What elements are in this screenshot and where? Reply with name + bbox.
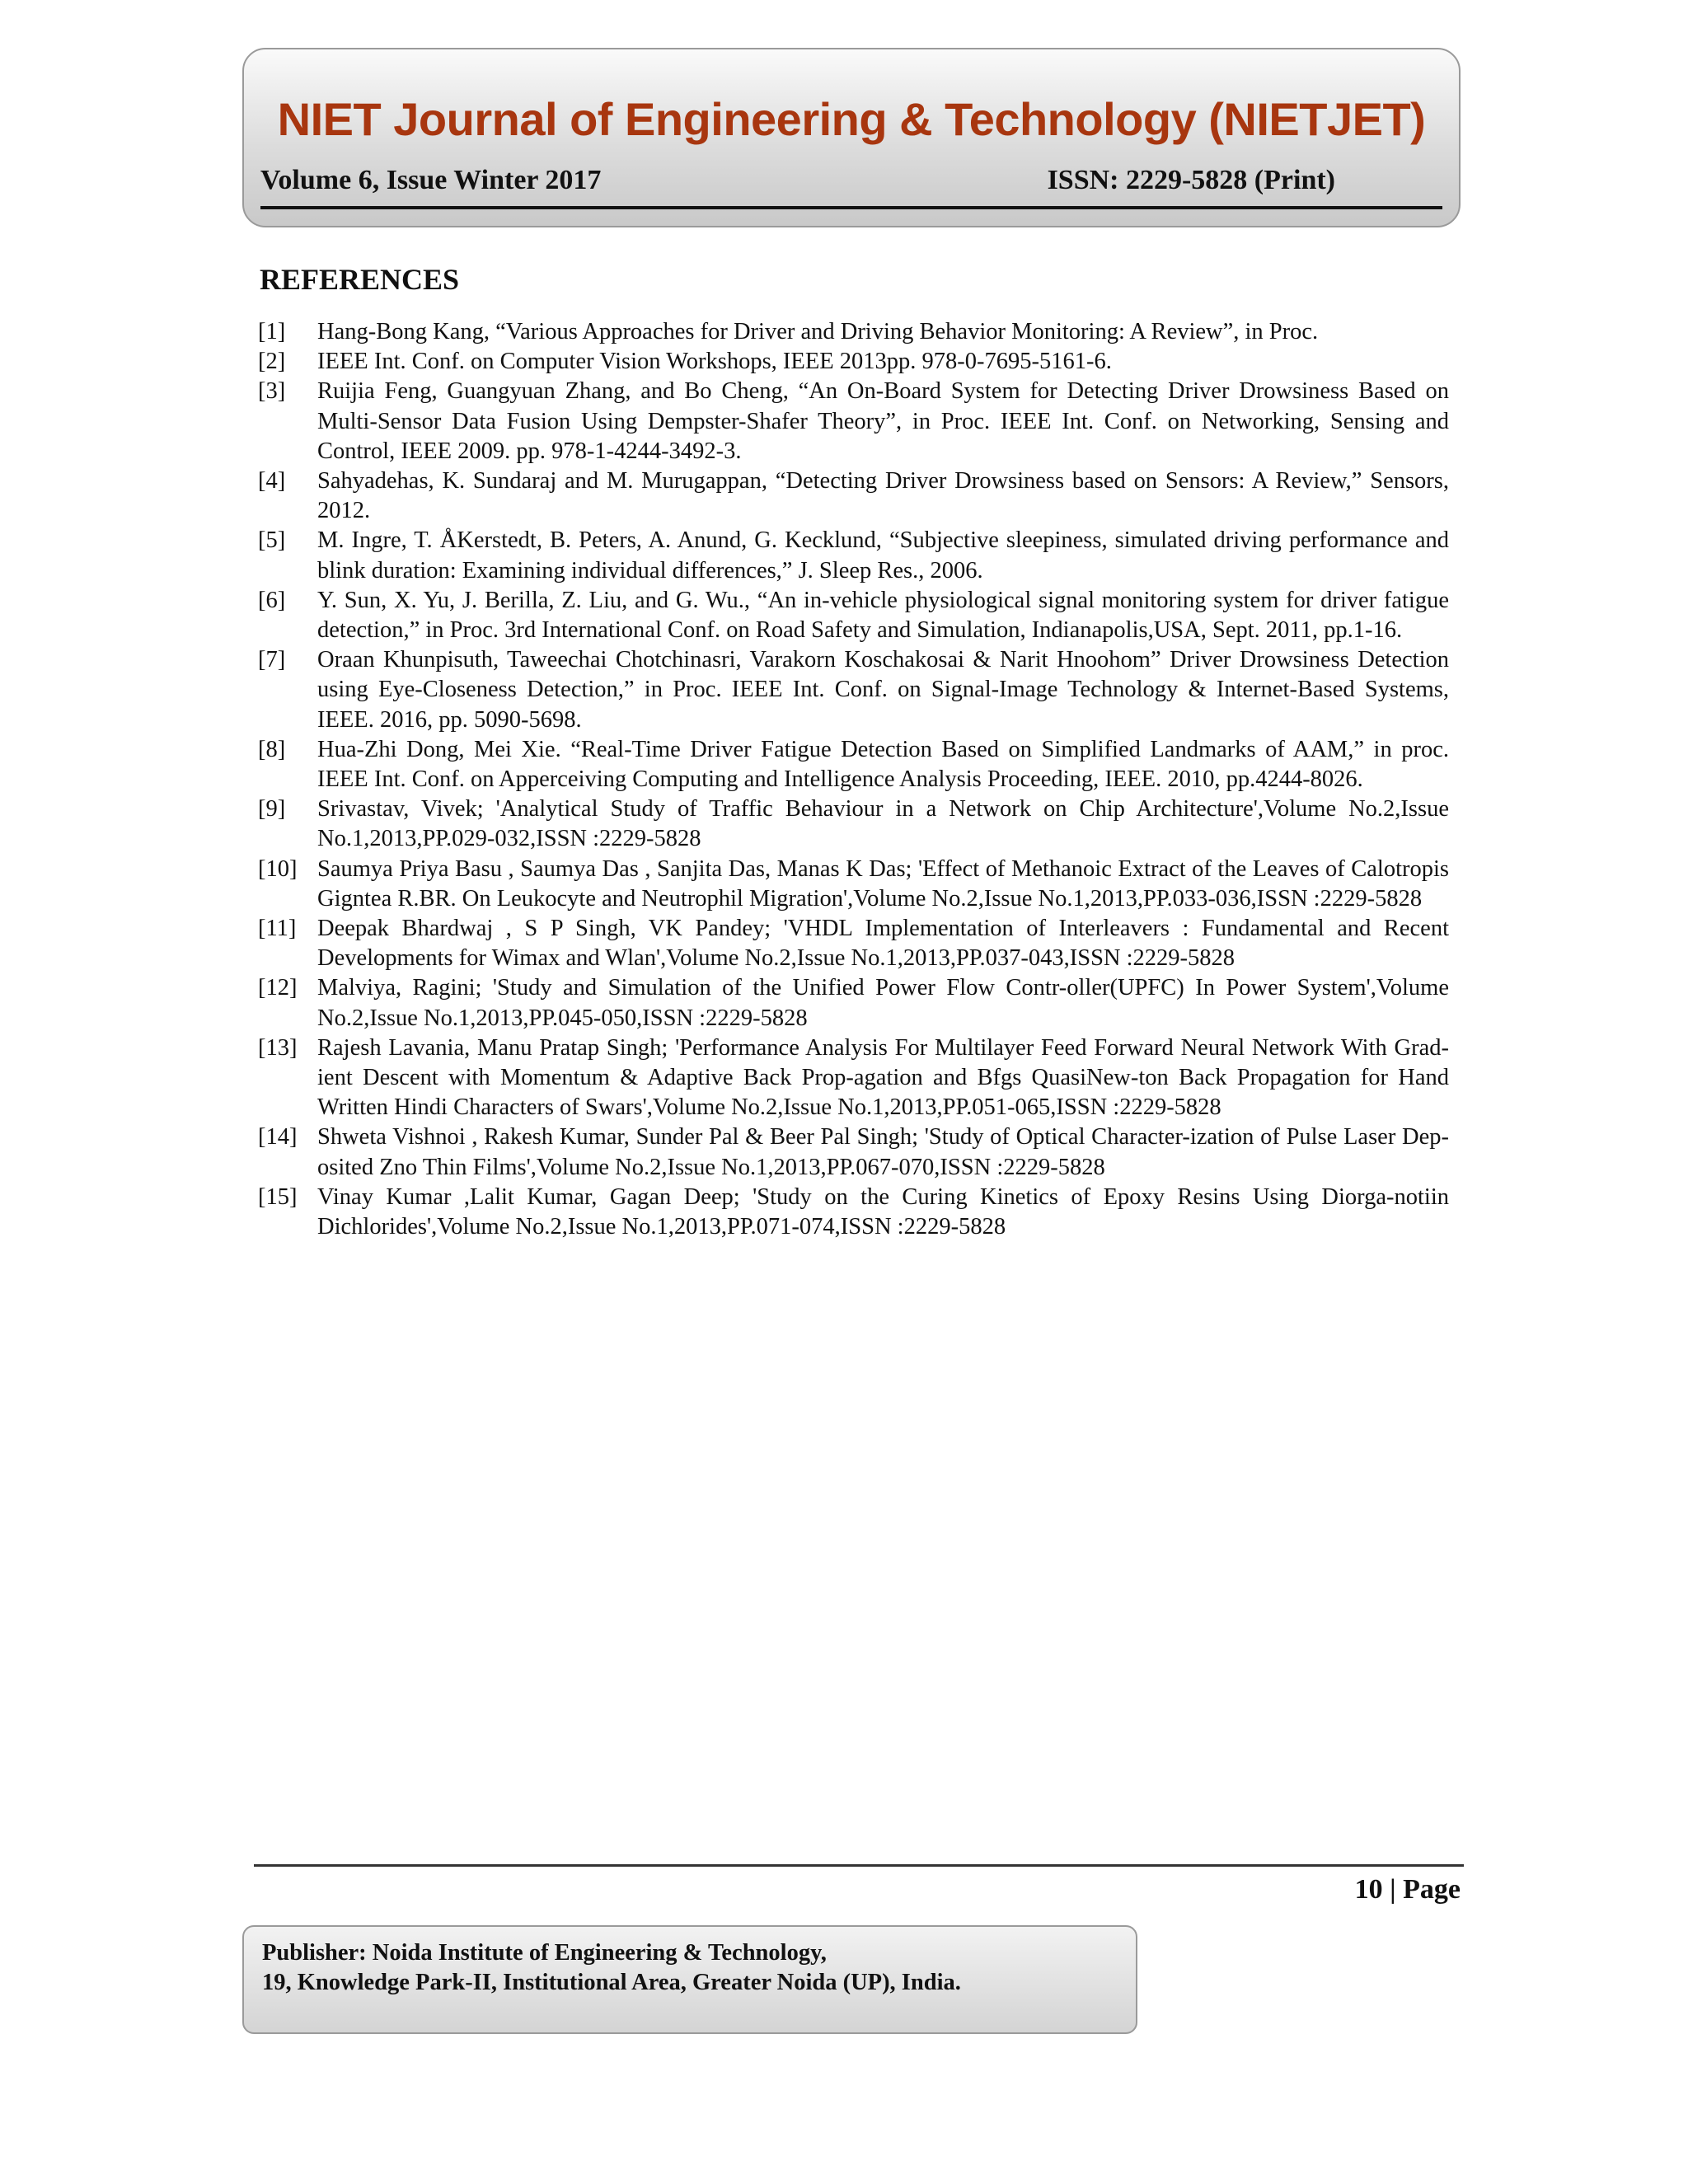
references-heading: REFERENCES bbox=[260, 263, 460, 296]
page-number: 10 | Page bbox=[1354, 1874, 1461, 1905]
reference-text: Hua-Zhi Dong, Mei Xie. “Real-Time Driver Fatigue Detection Based on Simplified Landmarks of AAM,” in proc. IEEE Int. Conf. on Apperceiving Computing and Intelligence Analysis Proceeding, IEEE. 2010, pp.4244-8026. bbox=[317, 736, 1449, 793]
reference-item bbox=[258, 735, 1449, 794]
reference-item bbox=[258, 914, 1449, 973]
reference-text: Ruijia Feng, Guangyuan Zhang, and Bo Cheng, “An On-Board System for Detecting Driver Drowsiness Based on Multi-Sensor Data Fusion Using Dempster-Shafer Theory”, in Proc. IEEE Int. Conf. on Networking, Sensing and Control, IEEE 2009. pp. 978-1-4244-3492-3. bbox=[317, 378, 1449, 464]
reference-item bbox=[258, 645, 1449, 735]
reference-number: [5] bbox=[258, 527, 286, 554]
reference-number: [7] bbox=[258, 647, 286, 673]
reference-item bbox=[258, 347, 1449, 377]
header-meta-row bbox=[260, 165, 1442, 209]
journal-header bbox=[242, 48, 1461, 227]
publisher-address: 19, Knowledge Park-II, Institutional Area, Greater Noida (UP), India. bbox=[262, 1970, 961, 1995]
reference-text: Sahyadehas, K. Sundaraj and M. Murugappan, “Detecting Driver Drowsiness based on Sensors: A Review,” Sensors, 2012. bbox=[317, 468, 1449, 524]
reference-text: Rajesh Lavania, Manu Pratap Singh; 'Performance Analysis For Multilayer Feed Forward Neural Network With Grad-ient Descent with Momentum & Adaptive Back Prop-agation and Bfgs QuasiNew-ton Back Propagation for Hand Written Hindi Characters of Swars',Volume No.2,Issue No.1,2013,PP.051-065,ISSN :2229-5828 bbox=[317, 1034, 1449, 1121]
reference-number: [13] bbox=[258, 1034, 298, 1061]
reference-number: [10] bbox=[258, 855, 298, 882]
reference-item bbox=[258, 855, 1449, 914]
publisher-box bbox=[242, 1925, 1137, 2034]
volume-issue: Volume 6, Issue Winter 2017 bbox=[260, 165, 602, 195]
issn: ISSN: 2229-5828 (Print) bbox=[1047, 165, 1335, 195]
reference-text: IEEE Int. Conf. on Computer Vision Workshops, IEEE 2013pp. 978-0-7695-5161-6. bbox=[317, 349, 1112, 375]
reference-number: [11] bbox=[258, 916, 297, 942]
reference-number: [15] bbox=[258, 1183, 298, 1210]
reference-item bbox=[258, 1033, 1449, 1123]
references-list bbox=[258, 317, 1449, 1242]
reference-number: [2] bbox=[258, 349, 286, 375]
publisher-name: Publisher: Noida Institute of Engineering & Technology, bbox=[262, 1940, 827, 1966]
reference-item bbox=[258, 377, 1449, 466]
reference-number: [8] bbox=[258, 736, 286, 762]
reference-number: [3] bbox=[258, 378, 286, 405]
reference-item bbox=[258, 526, 1449, 585]
reference-item bbox=[258, 973, 1449, 1033]
reference-text: Saumya Priya Basu , Saumya Das , Sanjita Das, Manas K Das; 'Effect of Methanoic Extract of the Leaves of Calotropis Gigntea R.BR. On Leukocyte and Neutrophil Migration',Volume No.2,Issue No.1,2013,PP.033-036,ISSN :2229-5828 bbox=[317, 855, 1449, 912]
reference-text: Oraan Khunpisuth, Taweechai Chotchinasri, Varakorn Koschakosai & Narit Hnoohom” Driver Drowsiness Detection using Eye-Closeness Detection,” in Proc. IEEE Int. Conf. on Signal-Image Technology & Internet-Based Systems, IEEE. 2016, pp. 5090-5698. bbox=[317, 647, 1449, 733]
reference-text: Malviya, Ragini; 'Study and Simulation of the Unified Power Flow Contr-oller(UPFC) In Power System',Volume No.2,Issue No.1,2013,PP.045-050,ISSN :2229-5828 bbox=[317, 975, 1449, 1031]
reference-number: [1] bbox=[258, 319, 286, 344]
reference-item bbox=[258, 1122, 1449, 1182]
reference-text: Srivastav, Vivek; 'Analytical Study of Traffic Behaviour in a Network on Chip Architecture',Volume No.2,Issue No.1,2013,PP.029-032,ISSN :2229-5828 bbox=[317, 796, 1449, 852]
reference-item bbox=[258, 317, 1449, 347]
reference-number: [6] bbox=[258, 587, 286, 613]
journal-title: NIET Journal of Engineering & Technology (NIETJET) bbox=[277, 93, 1426, 145]
reference-number: [4] bbox=[258, 468, 286, 494]
reference-text: Y. Sun, X. Yu, J. Berilla, Z. Liu, and G. Wu., “An in-vehicle physiological signal monitoring system for driver fatigue detection,” in Proc. 3rd International Conf. on Road Safety and Simulation, Indianapolis,USA, Sept. 2011, pp.1-16. bbox=[317, 587, 1449, 644]
reference-item bbox=[258, 586, 1449, 645]
reference-number: [9] bbox=[258, 796, 286, 823]
reference-item bbox=[258, 794, 1449, 854]
reference-number: [14] bbox=[258, 1124, 298, 1151]
reference-text: M. Ingre, T. ÅKerstedt, B. Peters, A. Anund, G. Kecklund, “Subjective sleepiness, simulated driving performance and blink duration: Examining individual differences,” J. Sleep Res., 2006. bbox=[317, 527, 1449, 583]
reference-text: Shweta Vishnoi , Rakesh Kumar, Sunder Pal & Beer Pal Singh; 'Study of Optical Character-ization of Pulse Laser Dep-osited Zno Thin Films',Volume No.2,Issue No.1,2013,PP.067-070,ISSN :2229-5828 bbox=[317, 1124, 1449, 1180]
reference-text: Deepak Bhardwaj , S P Singh, VK Pandey; 'VHDL Implementation of Interleavers : Fundamental and Recent Developments for Wimax and Wlan',Volume No.2,Issue No.1,2013,PP.037-043,ISSN :2229-5828 bbox=[317, 916, 1449, 972]
reference-number: [12] bbox=[258, 975, 298, 1001]
reference-text: Hang-Bong Kang, “Various Approaches for Driver and Driving Behavior Monitoring: A Review”, in Proc. bbox=[317, 319, 1319, 344]
footer-divider bbox=[254, 1864, 1464, 1867]
reference-text: Vinay Kumar ,Lalit Kumar, Gagan Deep; 'Study on the Curing Kinetics of Epoxy Resins Using Diorga-notiin Dichlorides',Volume No.2,Issue No.1,2013,PP.071-074,ISSN :2229-5828 bbox=[317, 1183, 1449, 1240]
reference-item bbox=[258, 466, 1449, 526]
reference-item bbox=[258, 1183, 1449, 1242]
